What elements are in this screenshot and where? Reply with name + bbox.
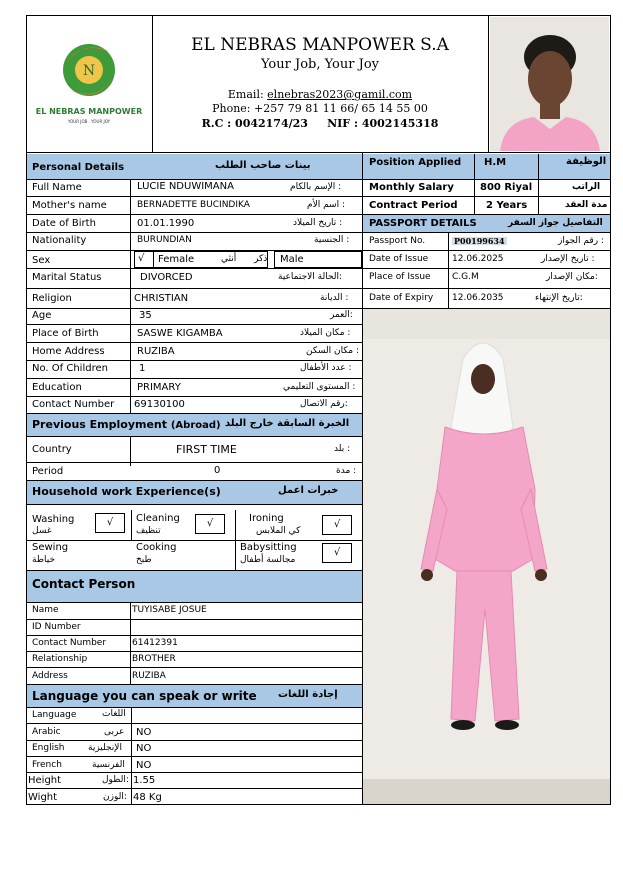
issue-date-label: Date of Issue: [369, 254, 429, 264]
mother-name-value: BERNADETTE BUCINDIKA: [137, 200, 250, 210]
issue-date-value: 12.06.2025: [452, 254, 504, 264]
dob-value: 01.01.1990: [137, 218, 195, 229]
education-ar: المستوى التعليمي :: [283, 382, 356, 392]
logo-letter: N: [82, 63, 96, 79]
personal-details-title-ar: بينات صاحب الطلب: [215, 160, 311, 171]
issue-date-ar: تاريخ الإصدار :: [541, 254, 595, 264]
contact-number-ar: رقم الاتصال:: [300, 399, 348, 409]
pob-ar: مكان الميلاد :: [300, 328, 351, 338]
language-title: Language you can speak or write: [32, 689, 257, 703]
babysitting-label-ar: مجالسة أطفال: [240, 555, 296, 565]
age-ar: العمر:: [330, 310, 353, 320]
full-name-ar: الإسم بالكام :: [290, 182, 342, 192]
babysitting-label: Babysitting: [240, 542, 297, 553]
previous-employment-title-text: Previous Employment: [32, 418, 168, 431]
education-value: PRIMARY: [137, 382, 181, 393]
household-title-ar: خبرات اعمل: [278, 485, 339, 496]
phone-line: Phone: +257 79 81 11 66/ 65 14 55 00: [212, 102, 428, 115]
company-tagline: Your Job, Your Joy: [260, 57, 379, 72]
english-value: NO: [136, 743, 152, 754]
contact-number-label: Contact Number: [32, 399, 115, 410]
sewing-label: Sewing: [32, 542, 69, 553]
contact-phone-label: Contact Number: [32, 638, 107, 648]
period-ar: مدة :: [336, 466, 357, 476]
contact-relationship-value: BROTHER: [132, 654, 176, 664]
washing-label-ar: غسل: [32, 526, 52, 536]
washing-checkbox[interactable]: √: [95, 513, 125, 533]
female-label-ar: أنثي: [221, 254, 237, 264]
position-ar: الوظيفة: [566, 156, 607, 167]
company-name: EL NEBRAS MANPOWER S.A: [191, 35, 449, 55]
household-title: Household work Experience(s): [32, 485, 221, 498]
height-value: 1.55: [133, 775, 156, 786]
cleaning-checkbox[interactable]: √: [195, 514, 225, 534]
period-contract-value: 2 Years: [486, 200, 528, 211]
babysitting-checkbox[interactable]: √: [322, 543, 352, 563]
religion-label: Religion: [32, 293, 72, 304]
expiry-date-label: Date of Expiry: [369, 293, 434, 303]
arabic-value: NO: [136, 727, 152, 738]
full-body-photo: [363, 309, 610, 804]
age-label: Age: [32, 310, 52, 321]
male-label: Male: [280, 254, 304, 265]
french-value: NO: [136, 760, 152, 771]
weight-label: Wight: [28, 792, 58, 803]
issue-place-ar: مكان الإصدار:: [546, 272, 598, 282]
home-address-label: Home Address: [32, 346, 105, 357]
female-label: Female: [158, 254, 195, 265]
ironing-label: Ironing: [249, 513, 284, 524]
email-label: Email:: [227, 88, 264, 101]
washing-label: Washing: [32, 514, 75, 525]
sex-label: Sex: [32, 255, 51, 266]
contact-relationship-label: Relationship: [32, 654, 88, 664]
contact-name-value: TUYISABE JOSUE: [132, 605, 207, 615]
language-header-ar: اللغات: [102, 709, 126, 719]
english-label: English: [32, 743, 65, 753]
weight-value: 48 Kg: [133, 792, 162, 803]
registration-line: [152, 117, 488, 130]
logo-text: EL NEBRAS MANPOWER: [35, 107, 143, 116]
contact-number-value: 69130100: [134, 399, 185, 410]
french-label-ar: الفرنسية: [92, 760, 125, 770]
female-option[interactable]: [134, 251, 268, 268]
language-header: Language: [32, 710, 77, 720]
expiry-date-ar: تاريخ الإنتهاء:: [535, 293, 583, 303]
company-logo: [30, 18, 148, 148]
country-value: FIRST TIME: [176, 443, 237, 456]
pob-value: SASWE KIGAMBA: [137, 328, 223, 339]
cooking-label-ar: طبخ: [136, 555, 152, 565]
cleaning-label-ar: تنظيف: [136, 526, 161, 536]
children-label: No. Of Children: [32, 363, 108, 374]
education-label: Education: [32, 382, 82, 393]
marital-value: DIVORCED: [140, 272, 193, 283]
previous-employment-title: [32, 418, 221, 431]
language-title-ar: إجادة اللغات: [278, 689, 338, 700]
nif-number: NIF : 4002145318: [327, 117, 439, 130]
salary-label: Monthly Salary: [369, 182, 454, 193]
contact-person-title: Contact Person: [32, 577, 136, 591]
passport-no-value: P00199634: [454, 236, 505, 246]
home-address-value: RUZIBA: [137, 346, 175, 357]
period-contract-label: Contract Period: [369, 200, 458, 211]
period-contract-ar: مدة العقد: [565, 200, 608, 210]
contact-address-value: RUZIBA: [132, 671, 166, 681]
female-check: √: [138, 253, 145, 264]
previous-employment-title-ar: الخبرة السابقة خارج البلد: [225, 418, 350, 429]
french-label: French: [32, 760, 62, 770]
arabic-label-ar: عربى: [104, 727, 125, 737]
mother-name-label: Mother's name: [32, 200, 107, 211]
dob-ar: تاريخ الميلاد :: [293, 218, 343, 228]
personal-details-title: Personal Details: [32, 162, 125, 173]
dob-label: Date of Birth: [32, 218, 96, 229]
email-line: [152, 88, 488, 101]
mother-name-ar: اسم الأم :: [307, 200, 346, 210]
portrait-photo: [490, 17, 609, 151]
marital-ar: الحالة الاجتماعية:: [278, 272, 343, 282]
position-label: Position Applied: [369, 157, 462, 168]
country-label: Country: [32, 444, 72, 455]
home-address-ar: مكان السكن :: [306, 346, 360, 356]
country-ar: بلد :: [334, 444, 351, 454]
email-link[interactable]: elnebras2023@gamil.com: [267, 88, 413, 101]
ironing-label-ar: كي الملابس: [256, 526, 301, 536]
passport-title-ar: التفاصيل جواز السفر: [508, 218, 603, 228]
passport-no-label: Passport No.: [369, 236, 426, 246]
nationality-label: Nationality: [32, 235, 87, 246]
issue-place-value: C.G.M: [452, 272, 479, 282]
issue-place-label: Place of Issue: [369, 272, 431, 282]
cleaning-label: Cleaning: [136, 513, 180, 524]
sewing-label-ar: خياطة: [32, 555, 56, 565]
period-value: 0: [214, 465, 221, 476]
contact-id-label: ID Number: [32, 622, 81, 632]
weight-label-ar: الوزن:: [103, 792, 127, 802]
full-name-label: Full Name: [32, 182, 82, 193]
full-name-value: LUCIE NDUWIMANA: [137, 181, 234, 192]
children-ar: عدد الأطفال :: [300, 363, 352, 373]
arabic-label: Arabic: [32, 727, 61, 737]
pob-label: Place of Birth: [32, 328, 99, 339]
logo-subtext: YOUR JOB . YOUR JOY: [67, 119, 111, 124]
passport-no-ar: رقم الجواز :: [558, 236, 604, 246]
religion-ar: الديانة :: [320, 293, 349, 303]
english-label-ar: الإنجليزية: [88, 743, 122, 753]
marital-label: Marital Status: [32, 272, 102, 283]
religion-value: CHRISTIAN: [134, 293, 189, 304]
ironing-checkbox[interactable]: √: [322, 515, 352, 535]
salary-ar: الراتب: [572, 182, 601, 192]
passport-title: PASSPORT DETAILS: [369, 218, 477, 229]
height-label-ar: الطول:: [102, 775, 129, 785]
nationality-value: BURUNDIAN: [137, 235, 192, 245]
salary-value: 800 Riyal: [480, 182, 533, 193]
nationality-ar: الجنسية :: [314, 235, 350, 245]
male-label-ar: ذكر: [254, 254, 268, 264]
position-value: H.M: [484, 157, 507, 168]
children-value: 1: [139, 363, 146, 374]
contact-address-label: Address: [32, 671, 68, 681]
contact-name-label: Name: [32, 605, 59, 615]
contact-phone-value: 61412391: [132, 638, 178, 648]
cooking-label: Cooking: [136, 542, 177, 553]
age-value: 35: [139, 310, 152, 321]
height-label: Height: [28, 775, 62, 786]
expiry-date-value: 12.06.2035: [452, 293, 504, 303]
rc-number: R.C : 0042174/23: [201, 117, 308, 130]
period-label: Period: [32, 466, 64, 477]
previous-employment-sub: (Abroad): [170, 420, 221, 431]
